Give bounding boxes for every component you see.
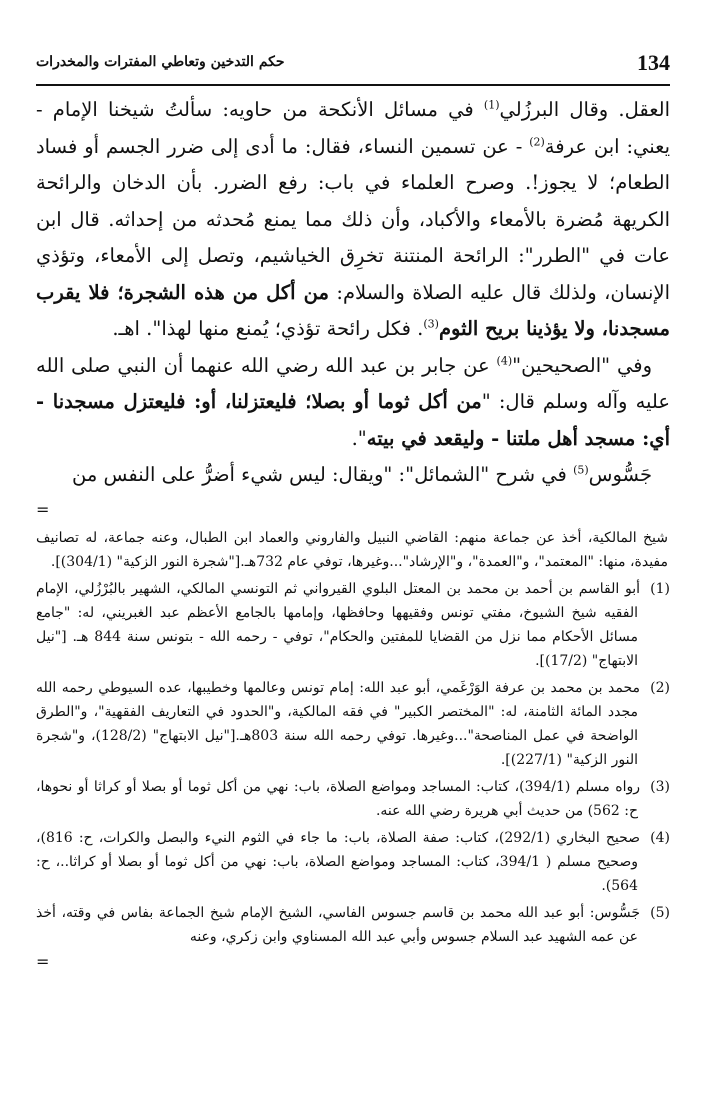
- footnote-continues-marker: =: [36, 951, 50, 971]
- main-text: [36, 92, 670, 494]
- running-title: حكم التدخين وتعاطي المفترات والمخدرات: [36, 54, 285, 70]
- footnote-4: (4)صحيح البخاري (292/1)، كتاب: صفة الصلاة، باب: ما جاء في الثوم النيء والبصل والكرات، ح: 816)، وصحيح مسلم ( 394/1، كتاب: المساجد ومواضع الصلاة، باب: نهي من أكل ثوما أو بصلا أو كراثا..، ح: 564).: [36, 826, 670, 898]
- footnote-ref: (1): [483, 98, 500, 112]
- paragraph-1: العقل. وقال البرزُلي$^{(1)}$ في مسائل الأنكحة من حاويه: سألتُ شيخنا الإمام - يعني: ابن عرفة$^{(2)}$ - عن تسمين النساء، فقال: ما أدى إلى ضرر الجسم أو فساد الطعام؛ لا يجوز!. وصرح العلماء في باب: رفع الضرر. بأن الدخان والرائحة الكريهة مُضرة بالأمعاء والأكباد، وأن ذلك مما يمنع مُحدثه من إحداثه. قال ابن عات في "الطرر": الرائحة المنتنة تخرِق الخياشيم، وتصل إلى الأمعاء، وتؤذي الإنسان، ولذلك قال عليه الصلاة والسلام: من أكل من هذه الشجرة؛ فلا يقرب مسجدنا، ولا يؤذينا بريح الثوم$^{(3)}$. فكل رائحة تؤذي؛ يُمنع منها لهذا". اهـ.: [36, 98, 670, 340]
- paragraph-3: جَسُّوس$^{(5)}$ في شرح "الشمائل": "ويقال: ليس شيء أضرُّ على النفس من: [72, 463, 652, 486]
- footnote-continuation-marker: =: [36, 499, 50, 519]
- hadith-quote: من أكل من هذه الشجرة؛ فلا يقرب مسجدنا، ولا يؤذينا بريح الثوم: [36, 280, 670, 340]
- footnote-2: (2)محمد بن محمد بن عرفة الوَرْغَمي، أبو عبد الله: إمام تونس وعالمها وخطيبها، عده السيوطي رحمه الله مجدد المائة الثامنة، له: "المختصر الكبير" في فقه المالكية، و"الحدود في التعاريف الفقهية"، و"الطرق الواضحة في عمل المناصحة"...وغيرها. توفي رحمه الله سنة 803هـ.["نيل الابتهاج" (128/2)، و"شجرة النور الزكية" (227/1)].: [36, 676, 670, 772]
- footnote-continuation: شيخ المالكية، أخذ عن جماعة منهم: القاضي النبيل والفاروني والعماد ابن الطبال، وعنه جماعة، له تصانيف مفيدة، منها: "المعتمد"، و"العمدة"، و"الإرشاد"...وغيرها، توفي عام 732هـ.["شجرة النور الزكية" (304/1)].: [36, 529, 668, 570]
- footnote-number: (2): [650, 679, 670, 696]
- footnotes: [36, 526, 670, 949]
- footnote-3: (3)رواه مسلم (394/1)، كتاب: المساجد ومواضع الصلاة، باب: نهي من أكل ثوما أو بصلا أو كراثا أو نحوها، ح: 562) من حديث أبي هريرة رضي الله عنه.: [36, 775, 670, 823]
- hadith-quote: من أكل ثوما أو بصلا؛ فليعتزلنا، أو: فليعتزل مسجدنا - أي: مسجد أهل ملتنا - وليقعد في بيته: [36, 390, 670, 450]
- footnote-number: (4): [650, 829, 671, 846]
- page-header: [36, 50, 670, 86]
- footnote-ref: (5): [573, 463, 589, 477]
- footnote-5: (5)جَسُّوس: أبو عبد الله محمد بن قاسم جسوس الفاسي، الشيخ الإمام شيخ الجماعة بفاس في وقته، أخذ عن عمه الشهيد عبد السلام جسوس وأبي عبد الله المسناوي وابن زكري، وعنه: [36, 901, 670, 949]
- page-number: 134: [637, 50, 670, 75]
- footnote-ref: (3): [423, 317, 439, 331]
- footnote-1: (1)أبو القاسم بن أحمد بن محمد بن المعتل البلوي القيرواني ثم التونسي المالكي، الشهير بالبُرْزُلي، الإمام الفقيه شيخ الشيوخ، مفتي تونس وفقيهها وحافظها، وإمامها بالجامع الأعظم عبد الغبريني، له: "جامع مسائل الأحكام مما نزل من القضايا للمفتين والحكام"، توفي - رحمه الله - بتونس سنة 844 هـ. ["نيل الابتهاج" (17/2)].: [36, 577, 670, 673]
- footnote-number: (5): [650, 904, 670, 921]
- footnote-ref: (2): [529, 135, 545, 148]
- book-page: [36, 50, 670, 971]
- footnote-number: (1): [650, 580, 670, 597]
- header-rule: [36, 84, 670, 86]
- paragraph-2: وفي "الصحيحين"$^{(4)}$ عن جابر بن عبد الله رضي الله عنهما أن النبي صلى الله عليه وآله وسلم قال: "من أكل ثوما أو بصلا؛ فليعتزلنا، أو: فليعتزل مسجدنا - أي: مسجد أهل ملتنا - وليقعد في بيته".: [36, 353, 670, 450]
- footnote-number: (3): [650, 778, 670, 795]
- footnote-ref: (4): [496, 354, 513, 367]
